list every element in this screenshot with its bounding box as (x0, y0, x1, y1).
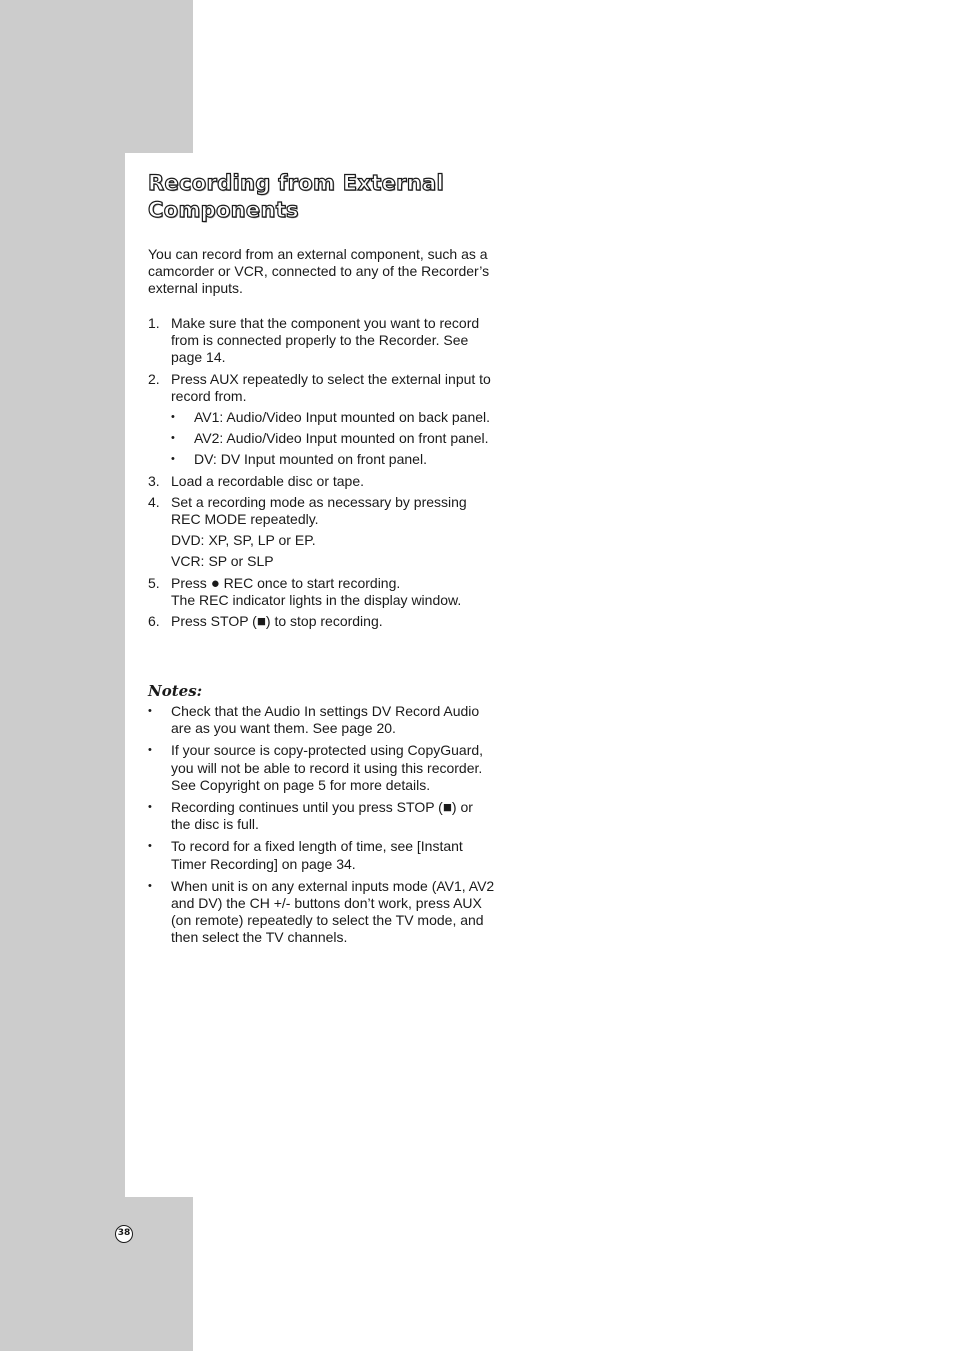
note-item (148, 838, 496, 872)
step-5 (148, 575, 496, 609)
bullet-icon: • (148, 801, 152, 814)
input-options-list (171, 409, 496, 469)
note-item (148, 703, 496, 737)
steps-list (148, 315, 496, 634)
step-6 (148, 613, 496, 630)
input-option-text: AV1: Audio/Video Input mounted on back panel. (194, 409, 491, 426)
input-option-text: DV: DV Input mounted on front panel. (194, 451, 427, 468)
step-4 (148, 494, 496, 571)
page-number-badge: 38 (115, 1225, 133, 1243)
stop-square-icon: ■ (256, 613, 266, 631)
note-text-post: ) or the disc is full. (171, 799, 473, 833)
record-dot-icon: ● (210, 574, 220, 592)
dvd-label: DVD: (171, 532, 205, 549)
intro-paragraph: You can record from an external component, such as a camcorder or VCR, connected to any of the Recorder’s external inputs. (148, 246, 490, 297)
step-number: 6. (148, 613, 160, 630)
step-text: Set a recording mode as necessary by pressing REC MODE repeatedly. (171, 493, 467, 528)
input-option-av1 (171, 409, 496, 426)
note-item (148, 742, 496, 794)
step-text: Make sure that the component you want to record from is connected properly to the Recorder. See page 14. (171, 315, 480, 366)
note-text: Check that the Audio In settings DV Record Audio are as you want them. See page 20. (171, 703, 480, 737)
vcr-label: VCR: (171, 553, 205, 570)
step-number: 2. (148, 370, 160, 387)
bullet-icon: • (148, 744, 152, 757)
bullet-icon: • (171, 453, 175, 466)
page-title (148, 170, 508, 224)
step-text-post: ) to stop recording. (265, 613, 383, 630)
step-number: 3. (148, 472, 160, 489)
page-title-line-2: Components (148, 198, 299, 222)
page-title-line-1: Recording from External (148, 171, 445, 195)
notes-list (148, 703, 496, 952)
bullet-icon: • (148, 840, 152, 853)
step-text-post: REC once to start recording. (219, 574, 401, 591)
input-option-av2 (171, 430, 496, 447)
bullet-icon: • (148, 879, 152, 892)
note-text: To record for a fixed length of time, see [Instant Timer Recording] on page 34. (171, 838, 463, 872)
notes-heading: Notes: (148, 682, 203, 700)
step-number: 1. (148, 315, 160, 331)
step-1 (148, 315, 496, 367)
step-text: Load a recordable disc or tape. (171, 472, 365, 489)
step-text-line-2: The REC indicator lights in the display window. (171, 591, 462, 608)
bullet-icon: • (171, 411, 175, 424)
step-text-pre: Press STOP ( (171, 613, 257, 630)
dvd-modes: XP, SP, LP or EP. (208, 532, 316, 549)
step-number: 5. (148, 574, 160, 591)
note-item (148, 799, 496, 833)
input-option-dv (171, 451, 496, 468)
step-text: Press AUX repeatedly to select the external input to record from. (171, 370, 491, 404)
bullet-icon: • (171, 432, 175, 445)
step-2 (148, 371, 496, 469)
vcr-modes-line (171, 553, 496, 570)
step-3 (148, 473, 496, 490)
stop-square-icon: ■ (442, 799, 452, 817)
dvd-modes-line (171, 532, 496, 549)
input-option-text: AV2: Audio/Video Input mounted on front panel. (194, 430, 489, 447)
note-text: If your source is copy-protected using CopyGuard, you will not be able to record it using this recorder. See Copyright on page 5 for more details. (171, 742, 484, 793)
bullet-icon: • (148, 705, 152, 717)
step-text-pre: Press (171, 574, 211, 591)
vcr-modes: SP or SLP (208, 553, 274, 570)
note-text-pre: Recording continues until you press STOP ( (171, 799, 443, 816)
note-text: When unit is on any external inputs mode (AV1, AV2 and DV) the CH +/- buttons don’t work, press AUX (on remote) repeatedly to select the TV mode, and then select the TV channels. (171, 877, 495, 946)
step-number: 4. (148, 493, 160, 510)
note-item (148, 878, 496, 947)
content-panel (125, 153, 525, 1197)
